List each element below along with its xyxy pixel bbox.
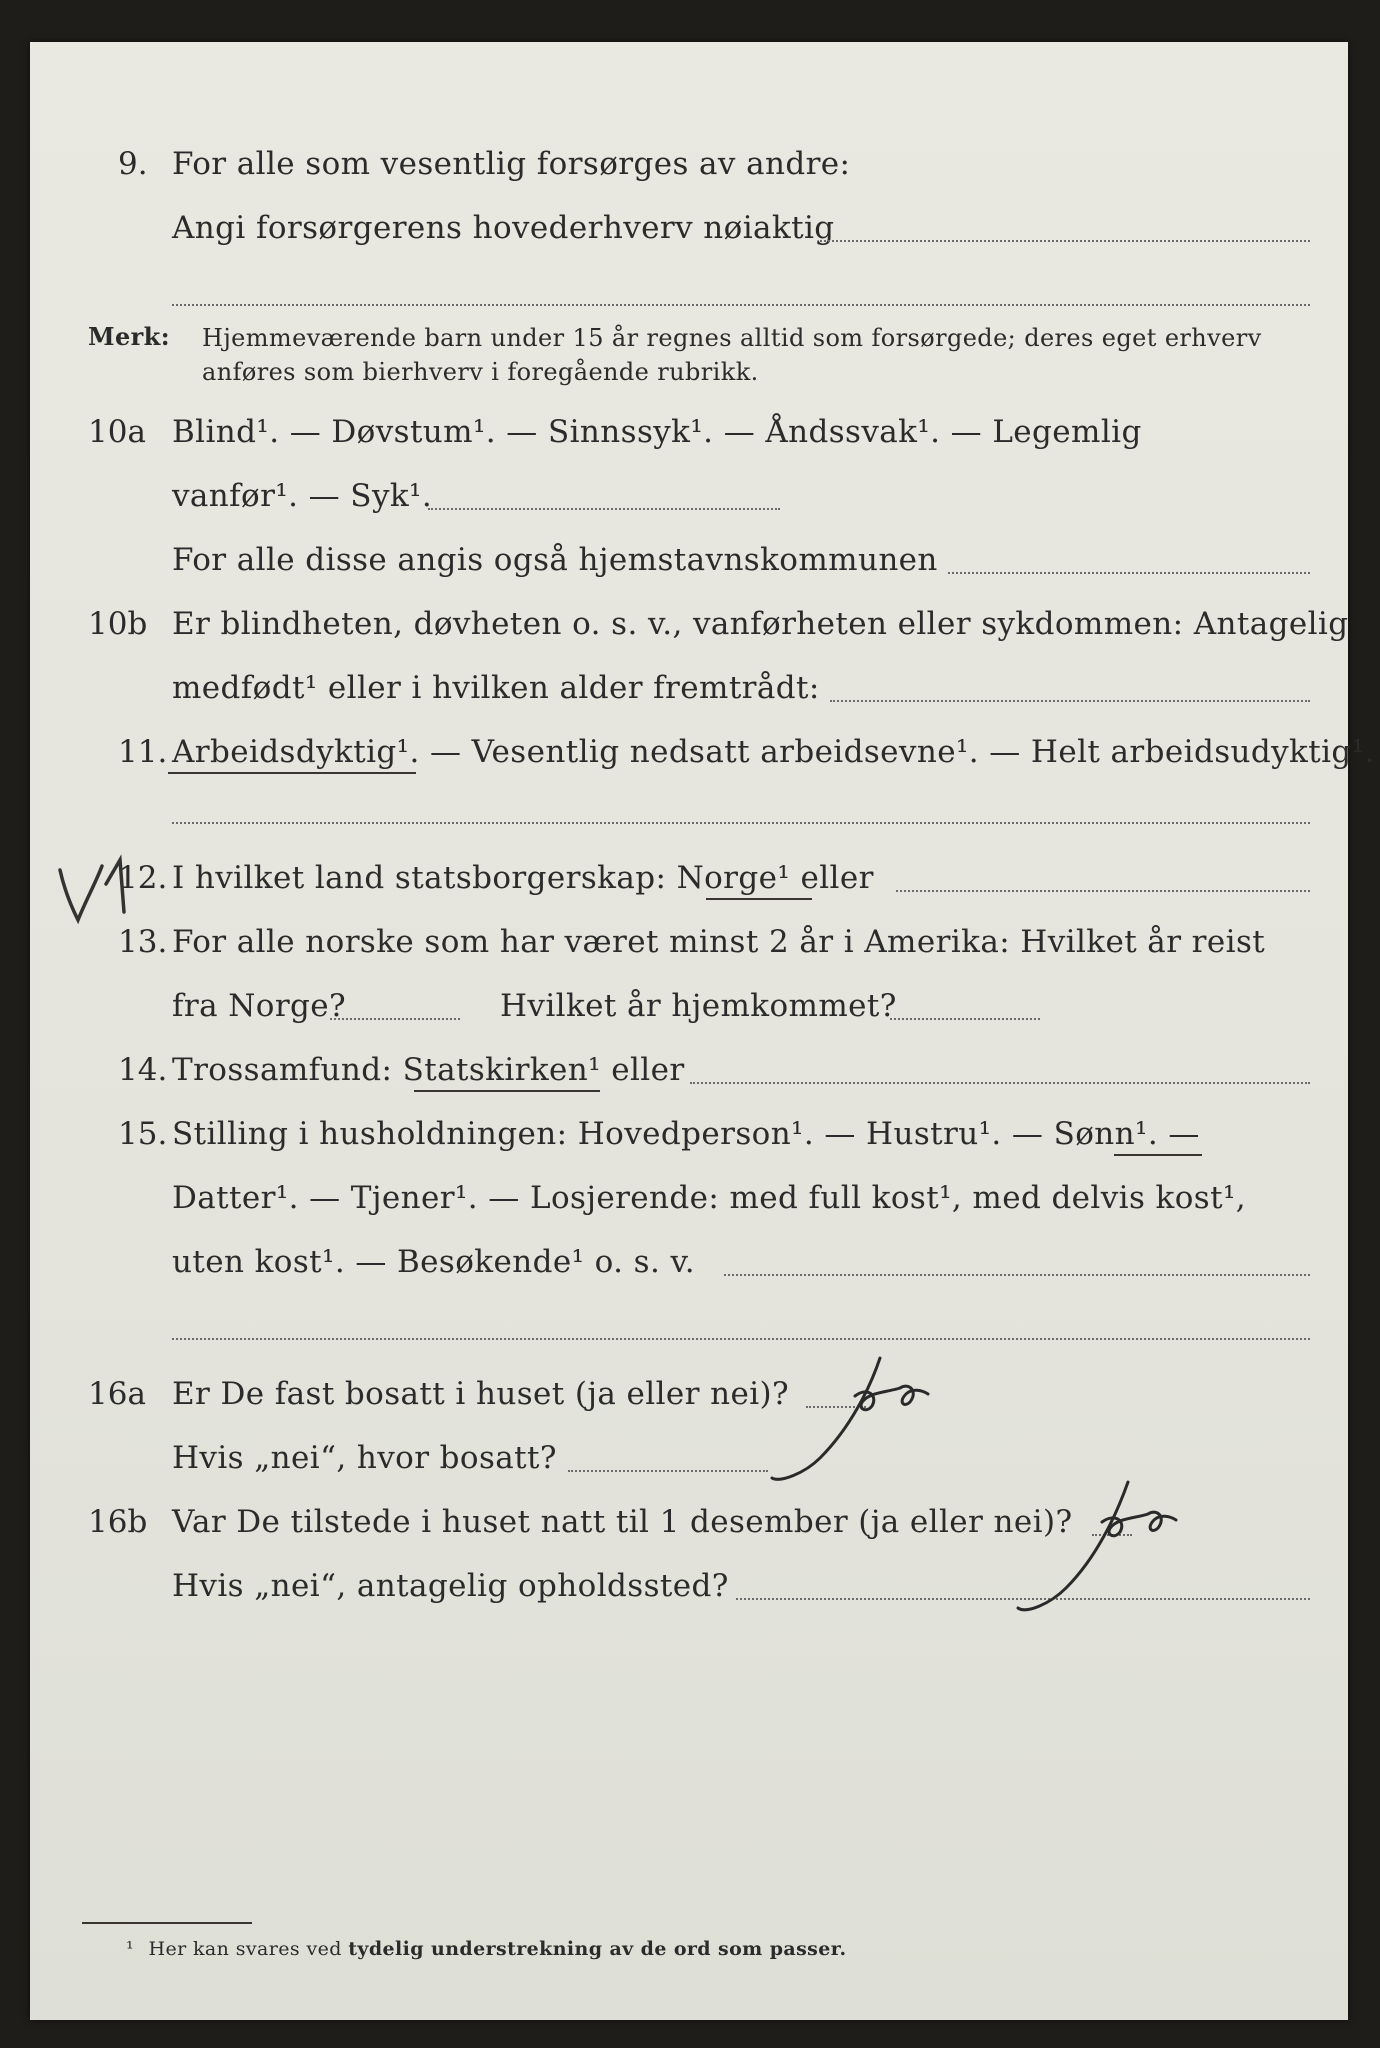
q15-number: 15. bbox=[118, 1116, 168, 1152]
q11-number: 11. bbox=[118, 734, 168, 770]
q9-number: 9. bbox=[118, 146, 148, 182]
q13-departure-line bbox=[330, 1018, 460, 1020]
q13-line2a: fra Norge? bbox=[172, 988, 347, 1024]
q10a-hometown-line bbox=[948, 572, 1310, 574]
q14-line1: Trossamfund: Statskirken¹ eller bbox=[172, 1052, 685, 1088]
q14-answer-line bbox=[690, 1082, 1310, 1084]
q12-line1: I hvilket land statsborgerskap: Norge¹ eller bbox=[172, 860, 874, 896]
q9-answer-line-2 bbox=[172, 304, 1310, 306]
q12-answer-line bbox=[896, 890, 1310, 892]
q9-line2: Angi forsørgerens hovederhverv nøiaktig bbox=[172, 210, 835, 246]
q13-number: 13. bbox=[118, 924, 168, 960]
q10b-answer-line bbox=[830, 700, 1310, 702]
q11-line1: Arbeidsdyktig¹. — Vesentlig nedsatt arbeidsevne¹. — Helt arbeidsudyktig¹. bbox=[172, 734, 1375, 770]
q13-line1: For alle norske som har været minst 2 år i Amerika: Hvilket år reist bbox=[172, 924, 1266, 960]
q13-return-line bbox=[890, 1018, 1040, 1020]
footnote-text: Her kan svares ved bbox=[148, 1938, 349, 1960]
q9-answer-line bbox=[820, 240, 1310, 242]
q10a-line2: vanfør¹. — Syk¹. bbox=[172, 478, 433, 514]
footnote-rule bbox=[82, 1922, 252, 1924]
q10a-number: 10a bbox=[88, 414, 146, 450]
footnote bbox=[126, 1938, 846, 1960]
q15-line2: Datter¹. — Tjener¹. — Losjerende: med full kost¹, med delvis kost¹, bbox=[172, 1180, 1247, 1216]
q15-answer-line bbox=[724, 1274, 1310, 1276]
q15-answer-line-2 bbox=[172, 1338, 1310, 1340]
q16b-line2: Hvis „nei“, antagelig opholdssted? bbox=[172, 1568, 729, 1604]
q15-underline-sonn bbox=[1114, 1154, 1202, 1156]
q16a-line2: Hvis „nei“, hvor bosatt? bbox=[172, 1440, 557, 1476]
q10a-answer-line bbox=[428, 508, 780, 510]
census-form-page bbox=[30, 42, 1375, 2020]
q15-line1: Stilling i husholdningen: Hovedperson¹. — Hustru¹. — Sønn¹. — bbox=[172, 1116, 1200, 1152]
q12-underline-norge bbox=[706, 898, 812, 900]
q11-answer-line bbox=[172, 822, 1310, 824]
q16a-number: 16a bbox=[88, 1376, 146, 1412]
merk-line1: Hjemmeværende barn under 15 år regnes alltid som forsørgede; deres eget erhverv bbox=[202, 324, 1262, 352]
q10b-line1: Er blindheten, døvheten o. s. v., vanførheten eller sykdommen: Antagelig bbox=[172, 606, 1349, 642]
q13-line2b: Hvilket år hjemkommet? bbox=[500, 988, 897, 1024]
q16a-line1: Er De fast bosatt i huset (ja eller nei)? bbox=[172, 1376, 790, 1412]
q16b-line1: Var De tilstede i huset natt til 1 desember (ja eller nei)? bbox=[172, 1504, 1073, 1540]
q12-number: 12. bbox=[118, 860, 168, 896]
q16a-residence-line bbox=[568, 1470, 768, 1472]
q11-underline-arbeidsdyktig bbox=[168, 772, 416, 774]
q9-line1: For alle som vesentlig forsørges av andre: bbox=[172, 146, 851, 182]
q10b-line2: medfødt¹ eller i hvilken alder fremtrådt: bbox=[172, 670, 820, 706]
q14-number: 14. bbox=[118, 1052, 168, 1088]
q16b-number: 16b bbox=[88, 1504, 148, 1540]
q15-line3: uten kost¹. — Besøkende¹ o. s. v. bbox=[172, 1244, 695, 1280]
q12-margin-mark-icon bbox=[40, 842, 150, 932]
merk-line2: anføres som bierhverv i foregående rubrikk. bbox=[202, 358, 759, 386]
q10a-line3: For alle disse angis også hjemstavnskommunen bbox=[172, 542, 938, 578]
q10b-number: 10b bbox=[88, 606, 148, 642]
footnote-marker: ¹ bbox=[126, 1938, 135, 1960]
q16a-handwritten-ja-icon bbox=[760, 1348, 950, 1498]
q16b-handwritten-ja-icon bbox=[1000, 1476, 1200, 1626]
merk-label: Merk: bbox=[88, 322, 170, 351]
q14-underline-statskirken bbox=[414, 1090, 600, 1092]
q10a-line1: Blind¹. — Døvstum¹. — Sinnssyk¹. — Åndssvak¹. — Legemlig bbox=[172, 414, 1142, 450]
footnote-text-bold: tydelig understrekning av de ord som passer. bbox=[348, 1938, 847, 1960]
